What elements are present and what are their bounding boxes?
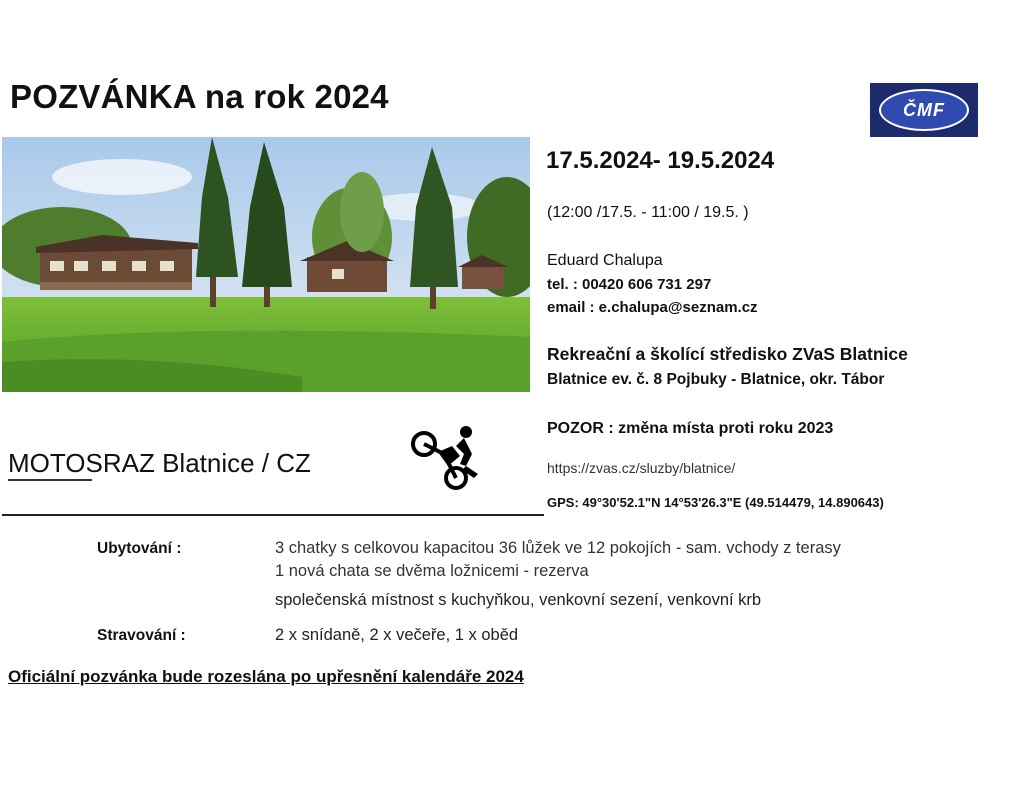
photo-illustration xyxy=(2,137,530,392)
event-name-underline xyxy=(8,479,92,481)
accommodation-line: 1 nová chata se dvěma ložnicemi - rezerva xyxy=(275,562,589,580)
venue-url: https://zvas.cz/sluzby/blatnice/ xyxy=(547,460,736,476)
meals-label: Stravování : xyxy=(97,627,186,644)
logo-emblem xyxy=(879,89,969,131)
venue-address: Blatnice ev. č. 8 Pojbuky - Blatnice, okr. Tábor xyxy=(547,371,885,388)
contact-email: email : e.chalupa@seznam.cz xyxy=(547,299,758,316)
accommodation-line: společenská místnost s kuchyňkou, venkovní sezení, venkovní krb xyxy=(275,591,762,609)
page-title: POZVÁNKA na rok 2024 xyxy=(10,78,389,115)
motorcycle-rider-icon xyxy=(408,424,488,490)
event-name: MOTOSRAZ Blatnice / CZ xyxy=(8,448,311,478)
event-dates: 17.5.2024- 19.5.2024 xyxy=(546,147,775,174)
meals-value: 2 x snídaně, 2 x večeře, 1 x oběd xyxy=(275,626,519,644)
motorcycle-rider-graphic xyxy=(408,424,488,490)
logo-text: ČMF xyxy=(903,99,945,120)
event-times: (12:00 /17.5. - 11:00 / 19.5. ) xyxy=(547,204,749,221)
official-invitation-notice: Oficiální pozvánka bude rozeslána po upřesnění kalendáře 2024 xyxy=(8,667,524,686)
venue-change-warning: POZOR : změna místa proti roku 2023 xyxy=(547,420,834,437)
accommodation-line: 3 chatky s celkovou kapacitou 36 lůžek ve 12 pokojích - sam. vchody z terasy xyxy=(275,539,841,557)
contact-name: Eduard Chalupa xyxy=(547,252,663,269)
contact-phone: tel. : 00420 606 731 297 xyxy=(547,276,712,293)
chalet-photo xyxy=(2,137,530,392)
gps-coordinates: GPS: 49°30'52.1"N 14°53'26.3"E (49.514479, 14.890643) xyxy=(547,495,884,510)
venue-name: Rekreační a školící středisko ZVaS Blatnice xyxy=(547,344,908,364)
cmf-logo xyxy=(870,83,978,137)
accommodation-label: Ubytování : xyxy=(97,540,182,557)
section-divider xyxy=(2,514,544,516)
